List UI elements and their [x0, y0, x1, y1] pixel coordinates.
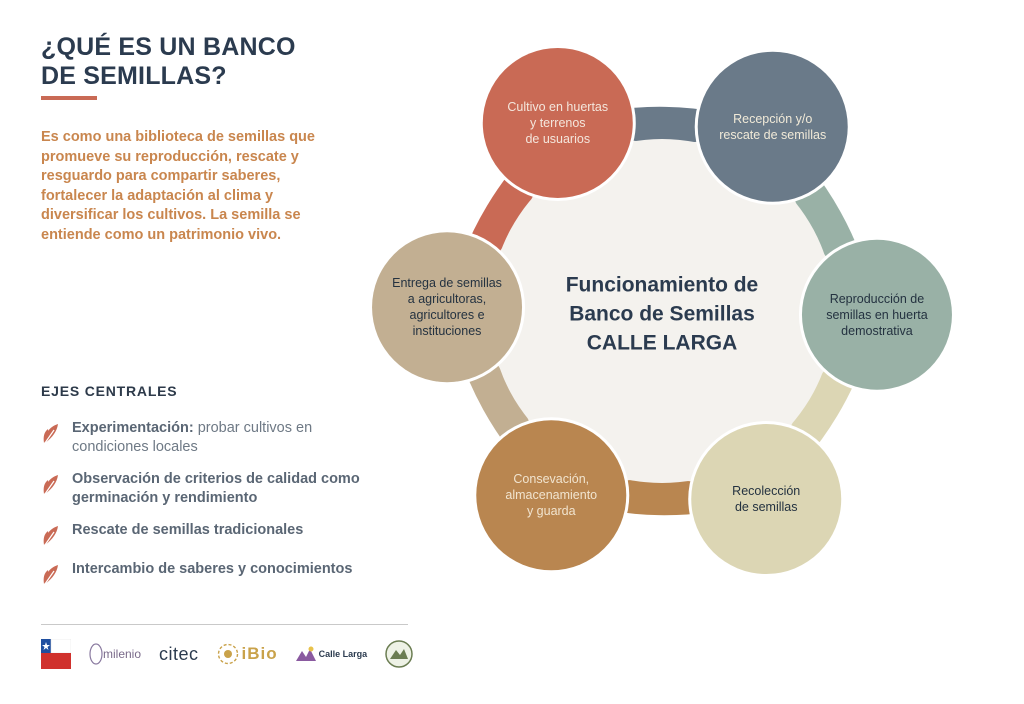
intro-paragraph: Es como una biblioteca de semillas que promueve su reproducción, rescate y resguardo para compartir saberes, fortalecer la adaptación al clima y diversificar los cultivos. La semilla se entiende como un patrimonio vivo.: [41, 129, 315, 243]
cycle-node-label: Recepción y/o rescate de semillas: [719, 111, 827, 142]
cycle-node-label: Cultivo en huertas y terrenos de usuarios: [507, 99, 609, 146]
cycle-node-label: Reproducción de semillas en huerta demostrativa: [826, 291, 928, 338]
ejes-heading: EJES CENTRALES: [41, 383, 178, 399]
eje-text: Rescate de semillas tradicionales: [72, 522, 304, 538]
cycle-node-label: Recolección de semillas: [732, 484, 801, 515]
milenio-logo: milenio: [89, 643, 141, 665]
cycle-node-label: Consevación, almacenamiento y guarda: [505, 472, 598, 519]
page-title: ¿QUÉ ES UN BANCO DE SEMILLAS?: [41, 33, 296, 90]
citec-logo: citec: [159, 643, 199, 664]
eje-text: Observación de criterios de calidad como germinación y rendimiento: [72, 471, 360, 506]
calle-larga-logo: Calle Larga: [296, 645, 368, 663]
eje-text: Experimentación: probar cultivos en condiciones locales: [72, 420, 313, 455]
cycle-node-label: Entrega de semillas a agricultoras, agricultores e instituciones: [392, 276, 502, 339]
diagram-center-title: Funcionamiento de Banco de Semillas CALLE LARGA: [565, 273, 759, 355]
eje-text: Intercambio de saberes y conocimientos: [72, 561, 353, 577]
ibio-logo: iBio: [217, 643, 278, 665]
